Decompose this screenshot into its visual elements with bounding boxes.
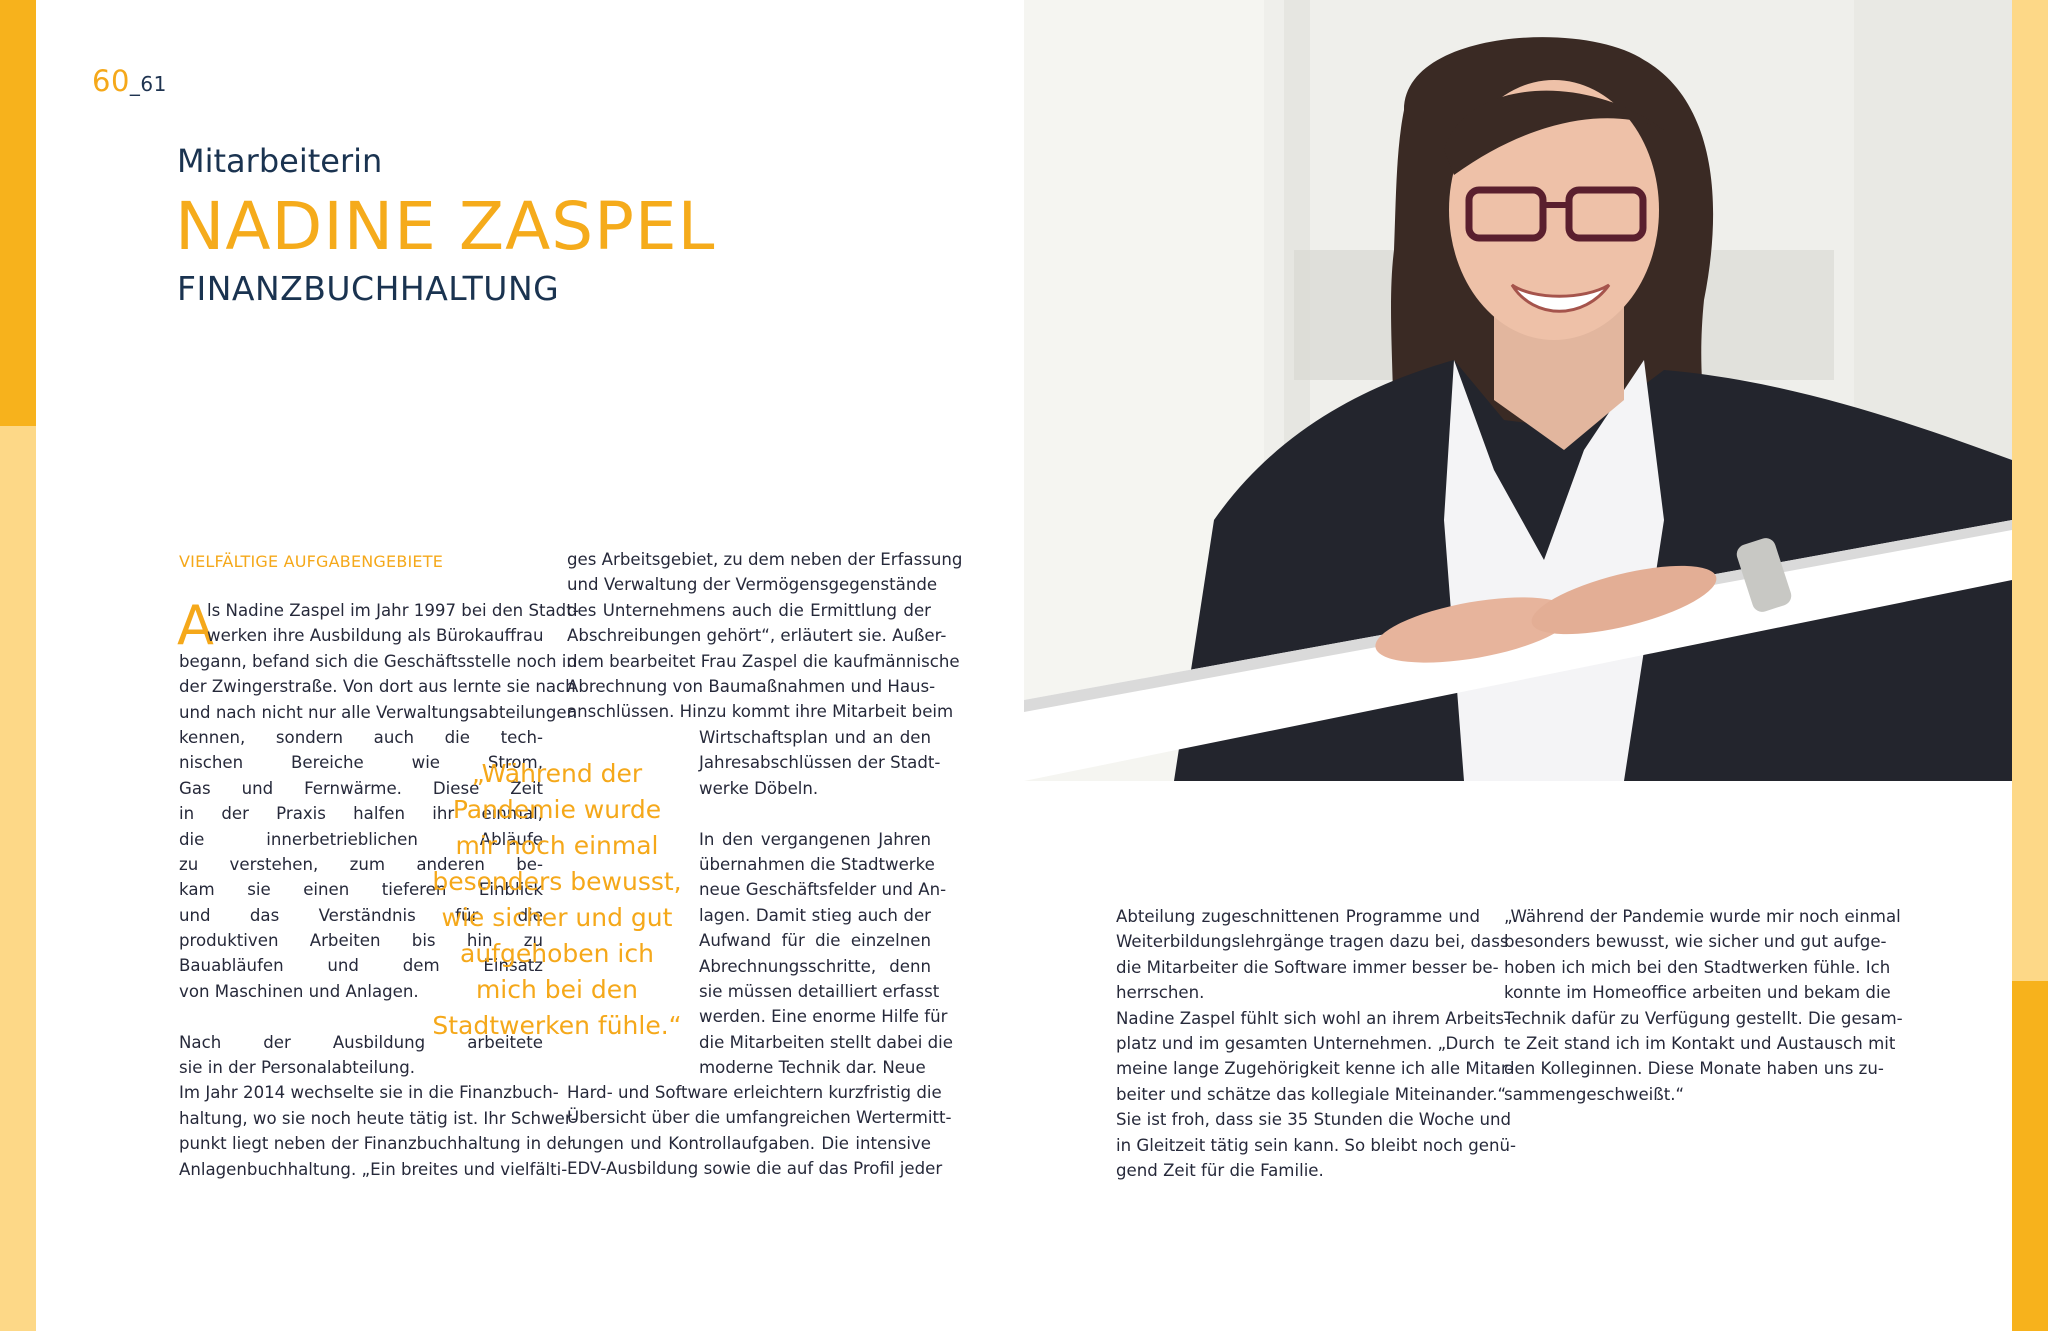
text-line: und das Verständnis für die	[179, 905, 543, 925]
right-edge-bar-dark	[2012, 981, 2048, 1331]
right-edge-bar-light	[2012, 0, 2048, 981]
text-line: Abrechnungsschritte, denn	[699, 956, 931, 976]
pull-quote-line: „Während der	[471, 759, 643, 788]
text-line: in Gleitzeit tätig sein kann. So bleibt noch genü-	[1116, 1135, 1517, 1155]
text-line: hoben ich mich bei den Stadtwerken fühle. Ich	[1504, 957, 1891, 977]
role-title: Mitarbeiterin	[177, 142, 383, 180]
left-edge-bar-dark	[0, 0, 36, 426]
drop-cap: A	[177, 594, 214, 657]
text-line: Abteilung zugeschnittenen Programme und	[1116, 907, 1480, 926]
text-line: Abschreibungen gehört“, erläutert sie. Außer-	[567, 626, 947, 646]
left-edge-bar-light	[0, 426, 36, 1331]
text-line: produktiven Arbeiten bis hin zu	[179, 931, 543, 951]
text-line: begann, befand sich die Geschäftsstelle noch in	[179, 651, 577, 671]
article-column-4	[1504, 904, 1903, 1107]
portrait-photo	[1024, 0, 2012, 781]
text-line: Weiterbildungslehrgänge tragen dazu bei, dass	[1116, 932, 1509, 952]
text-line: Hard- und Software erleichtern kurzfristig die	[567, 1083, 942, 1102]
text-line: Bauabläufen und dem Einsatz	[179, 956, 543, 976]
text-line: Aufwand für die einzelnen	[699, 931, 931, 951]
pull-quote-line: Stadtwerken fühle.“	[432, 1011, 682, 1040]
text-line: ls Nadine Zaspel im Jahr 1997 bei den Stadt-	[207, 601, 579, 620]
text-line: von Maschinen und Anlagen.	[179, 981, 419, 1001]
pull-quote-line: Pandemie wurde	[452, 795, 662, 824]
text-line: Technik dafür zu Verfügung gestellt. Die gesam-	[1504, 1008, 1903, 1028]
text-line: Jahresabschlüssen der Stadt-	[699, 753, 941, 773]
department-title: FINANZBUCHHALTUNG	[177, 269, 560, 308]
pull-quote	[432, 756, 682, 1044]
text-line: lungen und Kontrollaufgaben. Die intensive	[567, 1133, 931, 1153]
text-line: gend Zeit für die Familie.	[1116, 1160, 1324, 1180]
text-line: Anlagenbuchhaltung. „Ein breites und vielfälti-	[179, 1159, 568, 1179]
text-line: punkt liegt neben der Finanzbuchhaltung in der	[179, 1134, 574, 1154]
pull-quote-line: besonders bewusst,	[432, 867, 682, 896]
text-line: anschlüssen. Hinzu kommt ihre Mitarbeit beim	[567, 702, 954, 722]
text-line: dem bearbeitet Frau Zaspel die kaufmännische	[567, 651, 960, 671]
text-line: „Während der Pandemie wurde mir noch einmal	[1504, 907, 1901, 926]
text-line: zu verstehen, zum anderen be-	[179, 854, 543, 874]
text-line: kam sie einen tieferen Einblick	[179, 880, 543, 900]
text-line: ges Arbeitsgebiet, zu dem neben der Erfassung	[567, 550, 963, 569]
pull-quote-line: mir noch einmal	[455, 831, 659, 860]
text-line: sie in der Personalabteilung.	[179, 1058, 415, 1078]
article-column-2-bottom	[567, 1080, 952, 1182]
article-column-2-top	[567, 547, 963, 725]
text-line: werken ihre Ausbildung als Bürokauffrau	[207, 626, 544, 646]
text-line: werden. Eine enorme Hilfe für	[699, 1007, 948, 1027]
text-line: und nach nicht nur alle Verwaltungsabteilungen	[179, 702, 578, 722]
article-column-3	[1116, 904, 1517, 1183]
text-line: in der Praxis halfen ihr einmal,	[179, 804, 543, 824]
text-line: die Mitarbeiten stellt dabei die	[699, 1032, 953, 1052]
text-line: nischen Bereiche wie Strom,	[179, 753, 543, 773]
text-line: lagen. Damit stieg auch der	[699, 905, 931, 925]
text-line: übernahmen die Stadtwerke	[699, 854, 935, 874]
pull-quote-line: aufgehoben ich	[460, 939, 654, 968]
article-column-2-narrow	[699, 725, 953, 1080]
text-line: moderne Technik dar. Neue	[699, 1058, 926, 1078]
text-line: werke Döbeln.	[699, 778, 819, 798]
text-line: die innerbetrieblichen Abläufe	[179, 829, 543, 849]
text-line: beiter und schätze das kollegiale Miteinander.“	[1116, 1084, 1507, 1104]
text-line: den Kolleginnen. Diese Monate haben uns zu-	[1504, 1059, 1884, 1079]
text-line: kennen, sondern auch die tech-	[179, 727, 543, 747]
section-heading: VIELFÄLTIGE AUFGABENGEBIETE	[179, 552, 444, 571]
text-line: EDV-Ausbildung sowie die auf das Profil jeder	[567, 1159, 943, 1179]
portrait-illustration	[1024, 0, 2012, 781]
text-line: konnte im Homeoffice arbeiten und bekam die	[1504, 983, 1891, 1003]
text-line: Nach der Ausbildung arbeitete	[179, 1032, 543, 1052]
text-line: des Unternehmens auch die Ermittlung der	[567, 600, 931, 620]
text-line: platz und im gesamten Unternehmen. „Durch	[1116, 1033, 1495, 1053]
text-line: Übersicht über die umfangreichen Wertermitt-	[567, 1108, 952, 1128]
person-name: NADINE ZASPEL	[175, 188, 716, 265]
text-line: haltung, wo sie noch heute tätig ist. Ihr Schwer-	[179, 1108, 577, 1128]
text-line: te Zeit stand ich im Kontakt und Austausch mit	[1504, 1033, 1896, 1053]
text-line: der Zwingerstraße. Von dort aus lernte sie nach	[179, 677, 576, 697]
text-line: Gas und Fernwärme. Diese Zeit	[179, 778, 543, 798]
pull-quote-line: mich bei den	[475, 975, 639, 1004]
page-number-right: _61	[129, 72, 167, 96]
text-line: meine lange Zugehörigkeit kenne ich alle Mitar-	[1116, 1059, 1513, 1079]
page-number-left: 60	[92, 64, 130, 98]
text-line: In den vergangenen Jahren	[699, 829, 931, 849]
text-line: Wirtschaftsplan und an den	[699, 728, 931, 747]
text-line: und Verwaltung der Vermögensgegenstände	[567, 575, 938, 595]
text-line: sie müssen detailliert erfasst	[699, 981, 940, 1001]
text-line: Abrechnung von Baumaßnahmen und Haus-	[567, 676, 936, 696]
text-line: Nadine Zaspel fühlt sich wohl an ihrem Arbeits-	[1116, 1008, 1510, 1028]
text-line	[699, 801, 931, 826]
text-line: die Mitarbeiter die Software immer besser be-	[1116, 957, 1499, 977]
text-line: besonders bewusst, wie sicher und gut aufge-	[1504, 932, 1887, 952]
text-line: herrschen.	[1116, 983, 1205, 1003]
page-number	[92, 64, 167, 98]
pull-quote-line: wie sicher und gut	[441, 903, 673, 932]
text-line: sammengeschweißt.“	[1504, 1084, 1685, 1104]
text-line: Sie ist froh, dass sie 35 Stunden die Woche und	[1116, 1110, 1512, 1130]
text-line: Im Jahr 2014 wechselte sie in die Finanzbuch-	[179, 1083, 559, 1103]
text-line: neue Geschäftsfelder und An-	[699, 880, 947, 900]
